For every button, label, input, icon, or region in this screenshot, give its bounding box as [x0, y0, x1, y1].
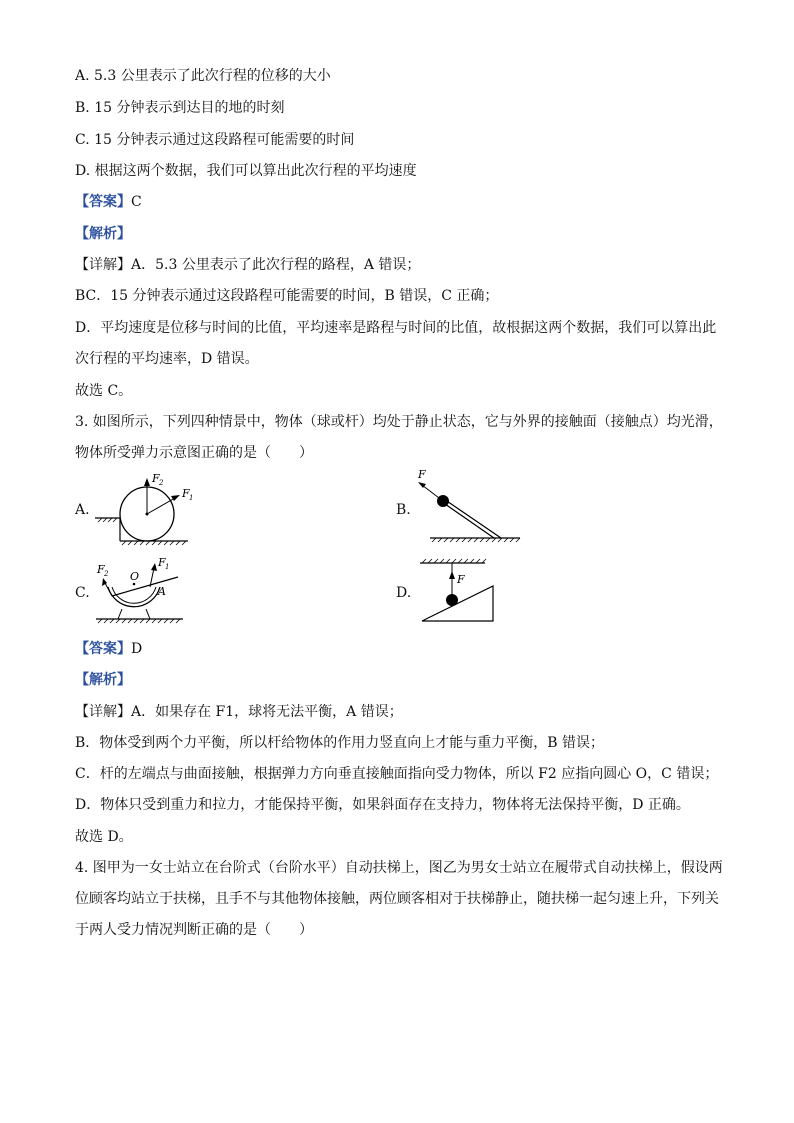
c-f1-label: F [158, 556, 166, 569]
analysis-heading [75, 225, 725, 243]
detail-line-3: D．平均速度是位移与时间的比值，平均速率是路程与时间的比值，故根据这两个数据，我们可以算出此 [75, 320, 717, 336]
option-b: B. 15 分钟表示到达目的地的时刻 [75, 100, 285, 116]
c-f2-sub: 2 [104, 570, 109, 578]
b-f-label: F [418, 468, 426, 481]
detail-line-1 [75, 256, 725, 274]
figure-d-label: D. [396, 585, 412, 601]
a-f2-sub: 2 [159, 479, 164, 487]
figure-c-label: C. [75, 585, 90, 601]
d-f-label: F [457, 573, 465, 586]
analysis-tag: 【解析】 [75, 672, 131, 688]
conclusion-line: 故选 D。 [75, 829, 133, 845]
a-f1-label: F [182, 487, 190, 500]
question-4-line-3: 于两人受力情况判断正确的是（ ） [75, 922, 313, 938]
detail-line-4: D．物体只受到重力和拉力，才能保持平衡，如果斜面存在支持力，物体将无法保持平衡，D 正确。 [75, 797, 690, 813]
detail-tag: 【详解】 [75, 704, 131, 720]
detail-text: A．5.3 公里表示了此次行程的路程，A 错误； [131, 257, 421, 273]
figure-a-diagram [90, 466, 210, 548]
answer-value: C [131, 194, 142, 210]
answer-value: D [131, 641, 143, 657]
question-3-stem-1: 3. 如图所示，下列四种情景中，物体（球或杆）均处于静止状态，它与外界的接触面（接触点）均光滑， [75, 414, 723, 430]
conclusion-line: 故选 C。 [75, 383, 133, 399]
detail-text: A．如果存在 F1，球将无法平衡，A 错误； [131, 704, 403, 720]
question-3-stem-2: 物体所受弹力示意图正确的是（ ） [75, 445, 313, 461]
c-f1-sub: 1 [165, 563, 170, 571]
answer-line [75, 193, 725, 211]
a-f2-label: F [152, 472, 160, 485]
figure-b-label: B. [396, 502, 411, 518]
option-a: A. 5.3 公里表示了此次行程的位移的大小 [75, 68, 331, 84]
detail-line-1 [75, 703, 725, 721]
detail-line-2: BC．15 分钟表示通过这段路程可能需要的时间，B 错误，C 正确； [75, 288, 499, 304]
answer-line [75, 640, 725, 658]
figure-b-diagram [410, 464, 530, 548]
answer-tag: 【答案】 [75, 194, 131, 210]
figure-a-label: A. [75, 502, 90, 518]
c-a-label: A [158, 585, 166, 598]
question-4-line-1: 4. 图甲为一女士站立在台阶式（台阶水平）自动扶梯上，图乙为男女士站立在履带式自动扶梯上，假设两 [75, 860, 723, 876]
question-4-line-2: 位顾客均站立于扶梯，且手不与其他物体接触，两位顾客相对于扶梯静止，随扶梯一起匀速上升，下列关 [75, 891, 719, 907]
analysis-tag: 【解析】 [75, 226, 131, 242]
analysis-heading [75, 671, 725, 689]
figure-c-diagram [88, 553, 198, 629]
option-d: D. 根据这两个数据，我们可以算出此次行程的平均速度 [75, 163, 417, 179]
figure-d-diagram [415, 553, 505, 629]
option-c: C. 15 分钟表示通过这段路程可能需要的时间 [75, 132, 355, 148]
detail-line-4: 次行程的平均速率，D 错误。 [75, 351, 259, 367]
detail-line-3: C．杆的左端点与曲面接触，根据弹力方向垂直接触面指向受力物体，所以 F2 应指向圆心 O，C 错误； [75, 766, 719, 782]
a-f1-sub: 1 [189, 494, 194, 502]
c-f2-label: F [97, 563, 105, 576]
detail-tag: 【详解】 [75, 257, 131, 273]
answer-tag: 【答案】 [75, 641, 131, 657]
detail-line-2: B．物体受到两个力平衡，所以杆给物体的作用力竖直向上才能与重力平衡，B 错误； [75, 735, 605, 751]
c-o-label: O [130, 570, 140, 583]
